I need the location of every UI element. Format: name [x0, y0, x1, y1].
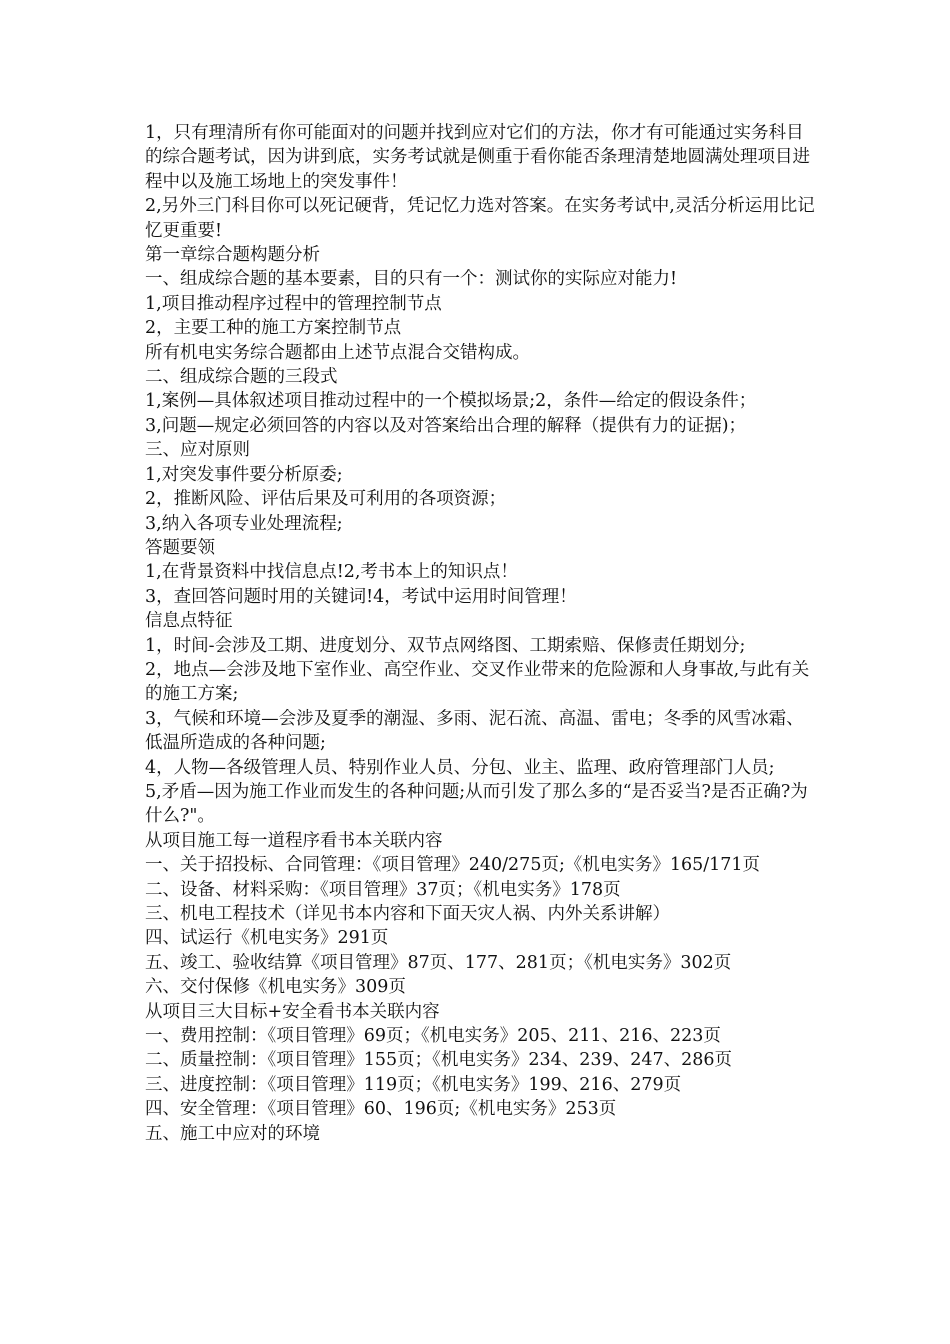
- list-item: 二、质量控制：《项目管理》155页；《机电实务》234、239、247、286页: [145, 1050, 733, 1071]
- list-item: 五、施工中应对的环境: [145, 1123, 320, 1144]
- chapter-heading: 第一章综合题构题分析: [145, 245, 320, 266]
- document-body: [145, 121, 815, 1146]
- list-item: 1，时间-会涉及工期、进度划分、双节点网络图、工期索赔、保修责任期划分;: [145, 635, 746, 656]
- list-item: 三、机电工程技术（详见书本内容和下面天灾人祸、内外关系讲解）: [145, 904, 670, 924]
- list-item: 六、交付保修《机电实务》309页: [145, 977, 406, 998]
- section-heading-elements: 一、组成综合题的基本要素，目的只有一个：测试你的实际应对能力!: [145, 269, 678, 290]
- list-item: 2，主要工种的施工方案控制节点: [145, 318, 402, 339]
- list-item: 3,纳入各项专业处理流程;: [145, 513, 343, 534]
- list-item: 二、设备、材料采购：《项目管理》37页；《机电实务》178页: [145, 879, 621, 900]
- paragraph-intro-2: 2,另外三门科目你可以死记硬背，凭记忆力选对答案。在实务考试中,灵活分析运用比记忆更重要!: [145, 196, 815, 241]
- list-item: 3,问题—规定必须回答的内容以及对答案给出合理的解释（提供有力的证据)；: [145, 415, 747, 436]
- list-item: 四、安全管理：《项目管理》60、196页;《机电实务》253页: [145, 1099, 617, 1120]
- list-item: 五、竣工、验收结算《项目管理》87页、177、281页；《机电实务》302页: [145, 952, 732, 973]
- list-item: 3，气候和环境—会涉及夏季的潮湿、多雨、泥石流、高温、雷电；冬季的风雪冰霜、低温所造成的各种问题;: [145, 708, 804, 754]
- paragraph: 所有机电实务综合题都由上述节点混合交错构成。: [145, 342, 530, 363]
- section-heading-info-points: 信息点特征: [145, 611, 233, 632]
- section-heading-procedures: 从项目施工每一道程序看书本关联内容: [145, 830, 443, 851]
- list-item: 1,项目推动程序过程中的管理控制节点: [145, 293, 442, 314]
- list-item: 2，地点—会涉及地下室作业、高空作业、交叉作业带来的危险源和人身事故,与此有关的施工方案;: [145, 659, 810, 705]
- list-item: 三、进度控制：《项目管理》119页；《机电实务》199、216、279页: [145, 1074, 682, 1095]
- section-heading-three-parts: 二、组成综合题的三段式: [145, 367, 338, 388]
- list-item: 1,对突发事件要分析原委;: [145, 464, 343, 485]
- paragraph-intro-1: 1，只有理清所有你可能面对的问题并找到应对它们的方法，你才有可能通过实务科目的综合题考试，因为讲到底，实务考试就是侧重于看你能否条理清楚地圆满处理项目进程中以及施工场地上的突发事件！: [145, 123, 810, 192]
- list-item: 5,矛盾—因为施工作业而发生的各种问题;从而引发了那么多的“是否妥当?是否正确?为什么?"。: [145, 781, 808, 827]
- list-item: 2，推断风险、评估后果及可利用的各项资源；: [145, 489, 507, 510]
- list-item: 1,在背景资料中找信息点!2,考书本上的知识点！: [145, 562, 518, 583]
- section-heading-answer-tips: 答题要领: [145, 537, 215, 558]
- list-item: 1,案例—具体叙述项目推动过程中的一个模拟场景;2，条件—给定的假设条件；: [145, 391, 757, 412]
- list-item: 3，查回答问题时用的关键词!4，考试中运用时间管理！: [145, 586, 577, 607]
- list-item: 一、费用控制：《项目管理》69页；《机电实务》205、211、216、223页: [145, 1026, 721, 1047]
- list-item: 4，人物—各级管理人员、特别作业人员、分包、业主、监理、政府管理部门人员;: [145, 757, 775, 778]
- section-heading-principles: 三、应对原则: [145, 440, 250, 461]
- list-item: 一、关于招投标、合同管理：《项目管理》240/275页;《机电实务》165/171页: [145, 855, 761, 876]
- list-item: 四、试运行《机电实务》291页: [145, 928, 389, 949]
- section-heading-targets: 从项目三大目标+安全看书本关联内容: [145, 1001, 440, 1022]
